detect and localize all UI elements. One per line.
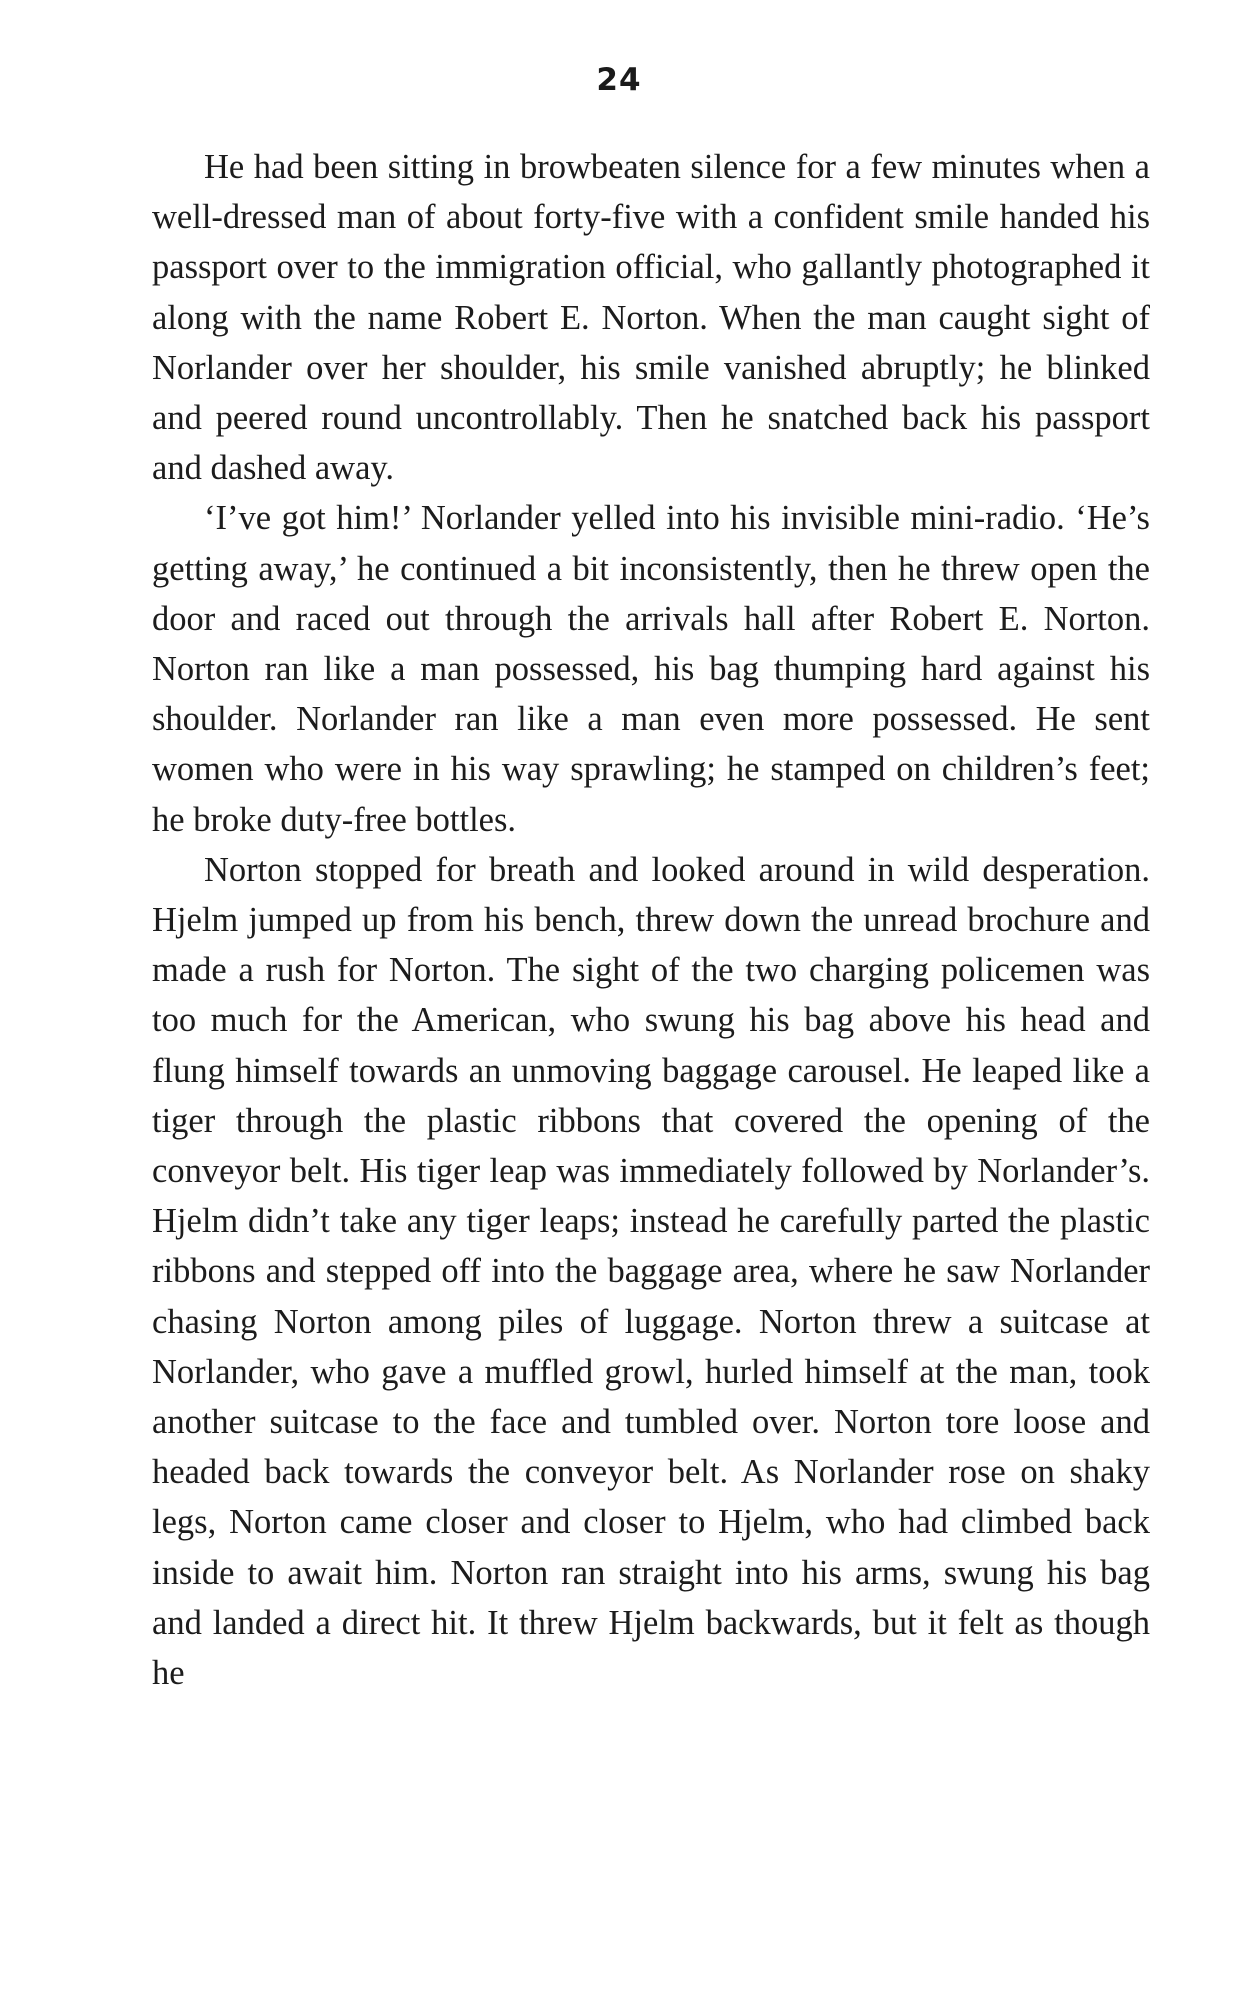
body-text	[152, 142, 1150, 1698]
paragraph-3: Norton stopped for breath and looked around in wild desperation. Hjelm jumped up from his bench, threw down the unread brochure and made a rush for Norton. The sight of the two charging policemen was too much for the American, who swung his bag above his head and flung himself towards an unmoving baggage carousel. He leaped like a tiger through the plastic ribbons that covered the opening of the conveyor belt. His tiger leap was immediately followed by Norlander’s. Hjelm didn’t take any tiger leaps; instead he carefully parted the plastic ribbons and stepped off into the baggage area, where he saw Norlander chasing Norton among piles of luggage. Norton threw a suitcase at Norlander, who gave a muffled growl, hurled himself at the man, took another suitcase to the face and tumbled over. Norton tore loose and headed back towards the conveyor belt. As Norlander rose on shaky legs, Norton came closer and closer to Hjelm, who had climbed back inside to await him. Norton ran straight into his arms, swung his bag and landed a direct hit. It threw Hjelm backwards, but it felt as though he	[152, 850, 1150, 1693]
page-number: 24	[596, 62, 642, 98]
paragraph-2: ‘I’ve got him!’ Norlander yelled into his invisible mini-radio. ‘He’s getting away,’ he continued a bit inconsistently, then he threw open the door and raced out through the arrivals hall after Robert E. Norton. Norton ran like a man possessed, his bag thumping hard against his shoulder. Norlander ran like a man even more possessed. He sent women who were in his way sprawling; he stamped on children’s feet; he broke duty-free bottles.	[152, 499, 1150, 839]
paragraph-1: He had been sitting in browbeaten silence for a few minutes when a well-dressed man of about forty-five with a confident smile handed his passport over to the immigration official, who gallantly photographed it along with the name Robert E. Norton. When the man caught sight of Norlander over her shoulder, his smile vanished abruptly; he blinked and peered round uncontrollably. Then he snatched back his passport and dashed away.	[152, 148, 1150, 488]
